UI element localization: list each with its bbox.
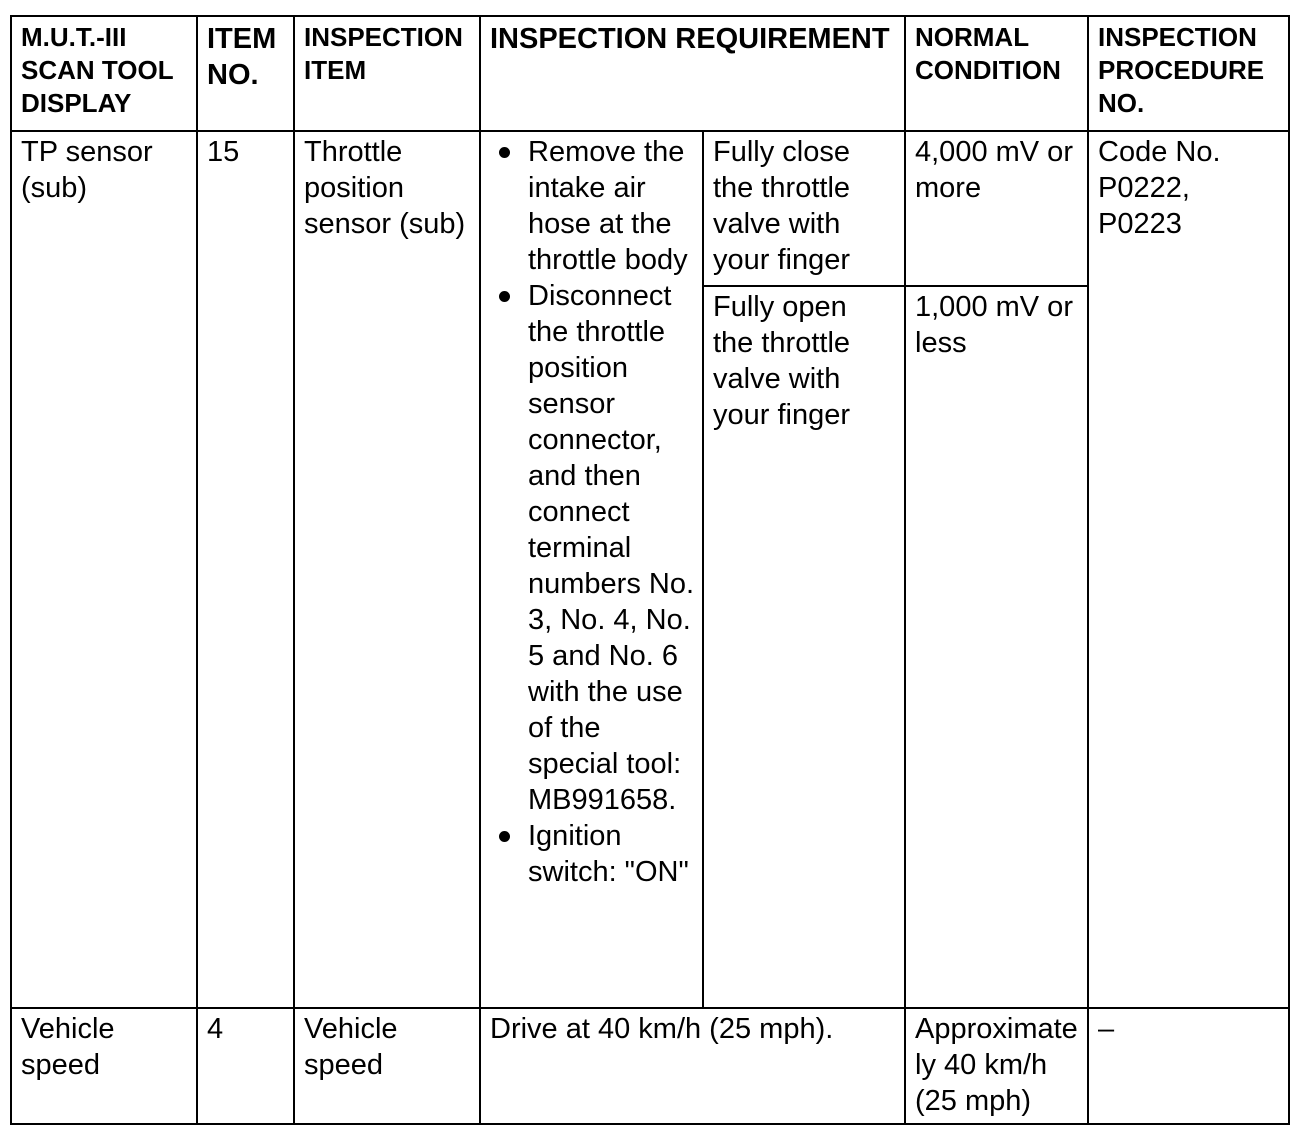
cell-condition-action: Fully open the throttle valve with your finger — [703, 286, 905, 1008]
cell-normal-condition: Approximately 40 km/h (25 mph) — [905, 1008, 1088, 1124]
cell-normal-condition: 4,000 mV or more — [905, 131, 1088, 286]
cell-inspection-item: Vehicle speed — [294, 1008, 480, 1124]
header-normal-condition: NORMAL CONDITION — [905, 16, 1088, 131]
cell-item-no: 4 — [197, 1008, 294, 1124]
header-inspection-item: INSPECTION ITEM — [294, 16, 480, 131]
requirement-bullet-list — [491, 134, 698, 890]
procedure-code: Code No. P0222, P0223 — [1098, 136, 1221, 240]
requirement-bullet: Remove the intake air hose at the throttle body — [491, 134, 698, 278]
cell-display: Vehicle speed — [11, 1008, 197, 1124]
cell-inspection-item: Throttle position sensor (sub) — [294, 131, 480, 1008]
cell-requirement: Drive at 40 km/h (25 mph). — [480, 1008, 905, 1124]
cell-procedure-no: – — [1088, 1008, 1289, 1124]
header-row — [11, 16, 1289, 131]
cell-normal-condition: 1,000 mV or less — [905, 286, 1088, 1008]
requirement-bullet: Ignition switch: "ON" — [491, 818, 698, 890]
inspection-table — [10, 15, 1290, 1125]
cell-condition-action: Fully close the throttle valve with your finger — [703, 131, 905, 286]
cell-display: TP sensor (sub) — [11, 131, 197, 1008]
cell-procedure-no — [1088, 131, 1289, 1008]
header-scan-tool-display: M.U.T.-III SCAN TOOL DISPLAY — [11, 16, 197, 131]
header-inspection-requirement: INSPECTION REQUIREMENT — [480, 16, 905, 131]
header-item-no: ITEM NO. — [197, 16, 294, 131]
header-procedure-no: INSPECTION PROCEDURE NO. — [1088, 16, 1289, 131]
table-row-vehicle-speed — [11, 1008, 1289, 1124]
cell-requirement-list — [480, 131, 703, 1008]
cell-item-no: 15 — [197, 131, 294, 1008]
table-row-tp-sensor — [11, 131, 1289, 286]
requirement-bullet: Disconnect the throttle position sensor connector, and then connect terminal numbers No. 3, No. 4, No. 5 and No. 6 with the use of the special tool: MB991658. — [491, 278, 698, 818]
